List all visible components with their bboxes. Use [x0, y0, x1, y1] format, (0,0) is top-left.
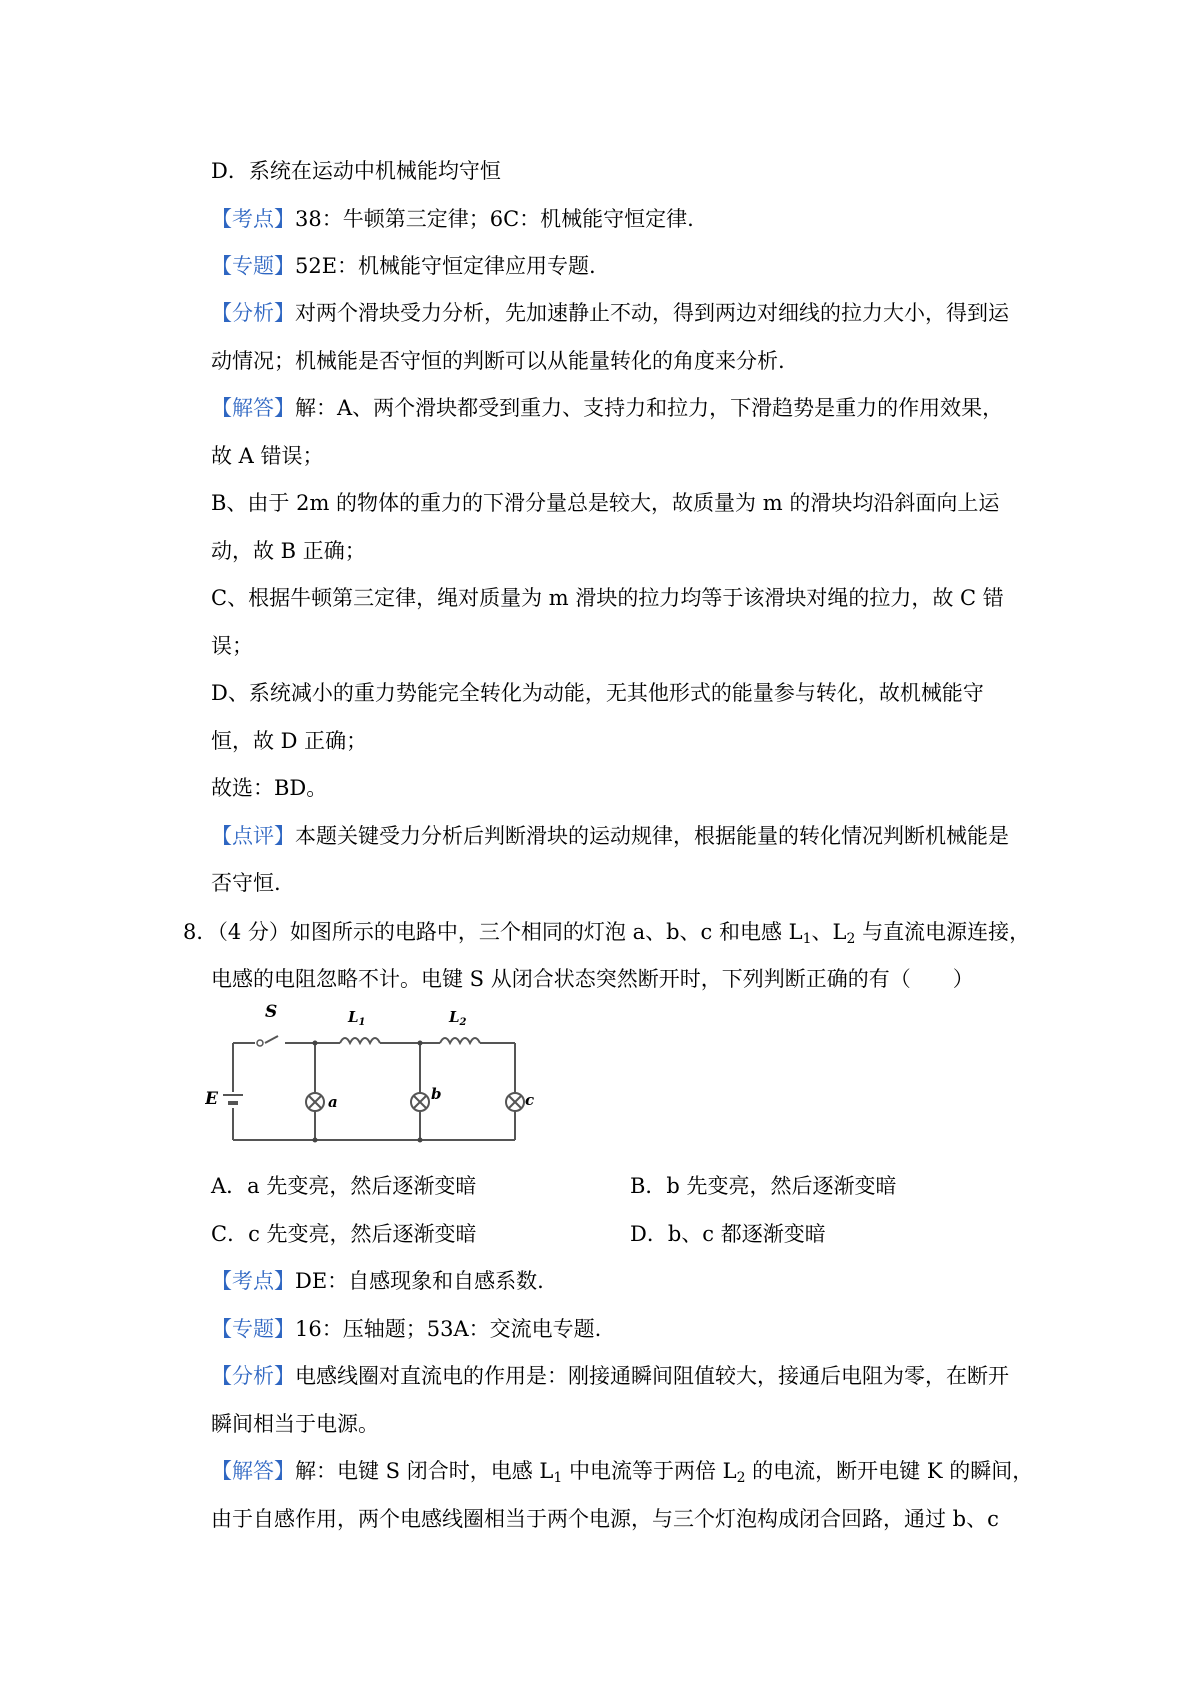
q8-stem-line-2: 电感的电阻忽略不计。电键 S 从闭合状态突然断开时，下列判断正确的有（ ） [211, 967, 974, 991]
label-c: c [525, 1091, 535, 1109]
switch-blade [265, 1036, 278, 1043]
jieda-row [211, 393, 1003, 423]
jieda-line-9: 故选：BD。 [211, 776, 328, 800]
zhuanti-tag: 【专题】 [211, 254, 295, 278]
jieda-line-8: 恒，故 D 正确； [211, 729, 368, 753]
zhuanti-row [211, 251, 596, 281]
dianping-text-1: 本题关键受力分析后判断滑块的运动规律，根据能量的转化情况判断机械能是 [295, 824, 1009, 848]
lamp-a [306, 1093, 324, 1111]
jieda-line-7: D、系统减小的重力势能完全转化为动能，无其他形式的能量参与转化，故机械能守 [211, 681, 984, 705]
lamp-c [506, 1093, 524, 1111]
inductor-l2 [440, 1038, 480, 1043]
label-l2: $L_2$ [449, 1008, 467, 1028]
q8-option-c: C．c 先变亮，然后逐渐变暗 [211, 1222, 477, 1246]
q8-zhuanti-tag: 【专题】 [211, 1317, 295, 1341]
label-e: E [205, 1089, 218, 1109]
dianping-text-2: 否守恒. [211, 871, 281, 895]
jieda-line-3: B、由于 2m 的物体的重力的下滑分量总是较大，故质量为 m 的滑块均沿斜面向上运 [211, 491, 1000, 515]
jieda-tag: 【解答】 [211, 396, 295, 420]
option-d: D．系统在运动中机械能均守恒 [211, 159, 501, 183]
q8-kaodian-text: DE：自感现象和自感系数. [295, 1269, 544, 1293]
zhuanti-text: 52E：机械能守恒定律应用专题. [295, 254, 596, 278]
kaodian-row [211, 204, 694, 234]
battery [223, 1095, 243, 1103]
jieda-line-6: 误； [211, 634, 253, 658]
q8-fenxi-row [211, 1361, 1009, 1391]
label-a: a [328, 1093, 338, 1111]
jieda-line-1: 解：A、两个滑块都受到重力、支持力和拉力，下滑趋势是重力的作用效果， [295, 396, 1004, 420]
lamp-b [411, 1093, 429, 1111]
kaodian-text: 38：牛顿第三定律；6C：机械能守恒定律. [295, 207, 694, 231]
q8-jieda-row: 【解答】解：电键 S 闭合时，电感 $L_1$ 中电流等于两倍 $L_2$ 的电流，断开电键 K 的瞬间， [211, 1459, 1034, 1486]
q8-stem-line-1: 8．（4 分）如图所示的电路中，三个相同的灯泡 a、b、c 和电感 $L_1$、$L_2$ 与直流电源连接， [183, 920, 1031, 947]
jieda-line-4: 动，故 B 正确； [211, 539, 366, 563]
q8-option-b: B．b 先变亮，然后逐渐变暗 [630, 1174, 897, 1198]
q8-zhuanti-row [211, 1314, 601, 1344]
dianping-row [211, 821, 1009, 851]
q8-zhuanti-text: 16：压轴题；53A：交流电专题. [295, 1317, 602, 1341]
circuit-diagram [205, 995, 535, 1150]
q8-option-d: D．b、c 都逐渐变暗 [630, 1222, 826, 1246]
q8-fenxi-text-1: 电感线圈对直流电的作用是：刚接通瞬间阻值较大，接通后电阻为零，在断开 [295, 1364, 1009, 1388]
q8-option-a: A．a 先变亮，然后逐渐变暗 [211, 1174, 477, 1198]
jieda-line-5: C、根据牛顿第三定律，绳对质量为 m 滑块的拉力均等于该滑块对绳的拉力，故 C 错 [211, 586, 1004, 610]
q8-fenxi-tag: 【分析】 [211, 1364, 295, 1388]
q8-jieda-tag: 【解答】 [211, 1459, 295, 1483]
q8-jieda-line-2: 由于自感作用，两个电感线圈相当于两个电源，与三个灯泡构成闭合回路，通过 b、c [211, 1507, 999, 1531]
q8-kaodian-tag: 【考点】 [211, 1269, 295, 1293]
dianping-tag: 【点评】 [211, 824, 295, 848]
label-s: S [265, 1002, 278, 1022]
fenxi-tag: 【分析】 [211, 301, 295, 325]
switch-contact [257, 1040, 263, 1046]
q8-kaodian-row [211, 1266, 544, 1296]
inductor-l1 [340, 1038, 380, 1043]
kaodian-tag: 【考点】 [211, 207, 295, 231]
fenxi-text-1: 对两个滑块受力分析，先加速静止不动，得到两边对细线的拉力大小，得到运 [295, 301, 1009, 325]
fenxi-row [211, 298, 1009, 328]
label-l1: $L_1$ [348, 1008, 366, 1028]
label-b: b [431, 1085, 442, 1103]
q8-fenxi-text-2: 瞬间相当于电源。 [211, 1412, 379, 1436]
jieda-line-2: 故 A 错误； [211, 444, 324, 468]
fenxi-text-2: 动情况；机械能是否守恒的判断可以从能量转化的角度来分析. [211, 349, 785, 373]
